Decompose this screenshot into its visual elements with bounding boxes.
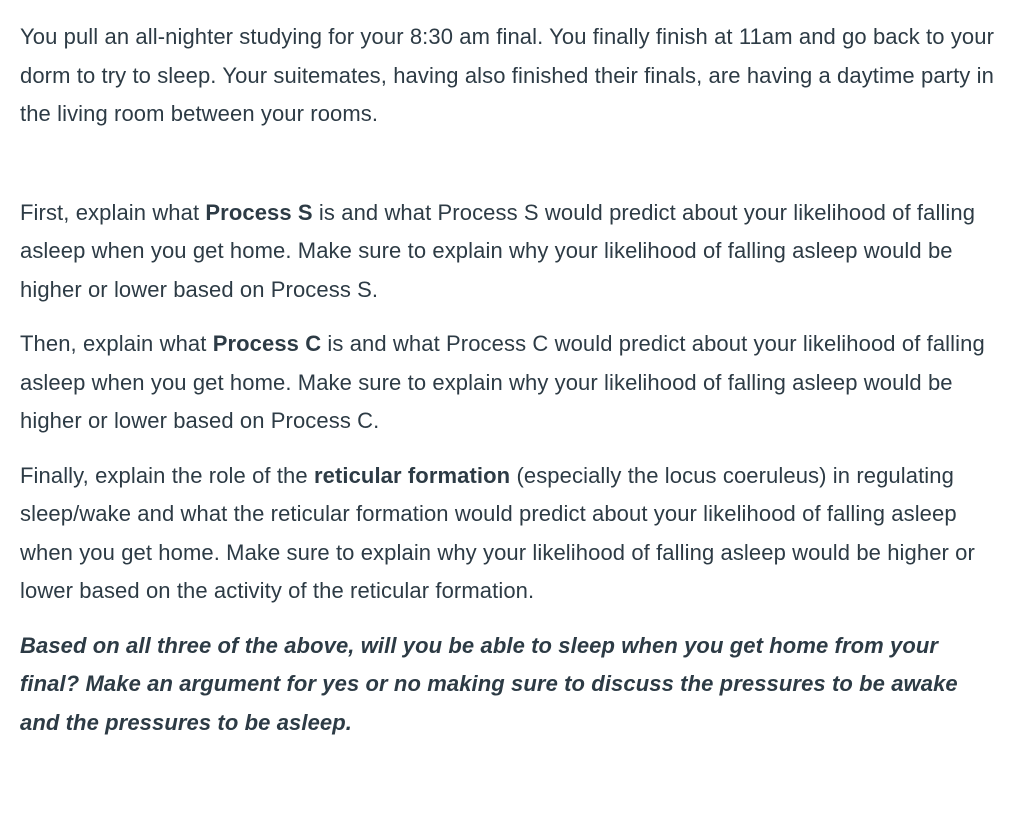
process-c-term: Process C [212, 331, 322, 356]
reticular-formation-paragraph [20, 457, 1000, 611]
process-s-paragraph [20, 194, 1000, 310]
reticular-text-after: (especially the locus coeruleus) in regulating sleep/wake and what the reticular formation would predict about your likelihood of falling asleep when you get home. Make sure to explain why your likelihood of falling asleep would be higher or lower based on the activity of the reticular formation. [20, 462, 975, 603]
process-c-text-before: Then, explain what [20, 331, 213, 356]
process-s-term: Process S [205, 199, 313, 225]
reticular-formation-term: reticular formation [313, 462, 511, 488]
final-question-paragraph: Based on all three of the above, will you be able to sleep when you get home from your final? Make an argument for yes or no making sure to discuss the pressures to be awake and the pressures to be asleep. [20, 632, 958, 735]
process-s-text-after: is and what Process S would predict about your likelihood of falling asleep when you get home. Make sure to explain why your likelihood of falling asleep would be higher or lower based on Process S. [20, 199, 976, 302]
process-s-text-before: First, explain what [20, 199, 206, 225]
paragraph-spacer [20, 134, 1000, 194]
process-c-paragraph [20, 325, 1000, 441]
reticular-text-before: Finally, explain the role of the [20, 462, 314, 488]
scenario-paragraph: You pull an all-nighter studying for your 8:30 am final. You finally finish at 11am and go back to your dorm to try to sleep. Your suitemates, having also finished their finals, are having a daytime party in the living room between your rooms. [20, 24, 995, 126]
process-c-text-after: is and what Process C would predict about your likelihood of falling asleep when you get home. Make sure to explain why your likelihood of falling asleep would be higher or lower based on Process C. [20, 331, 985, 433]
